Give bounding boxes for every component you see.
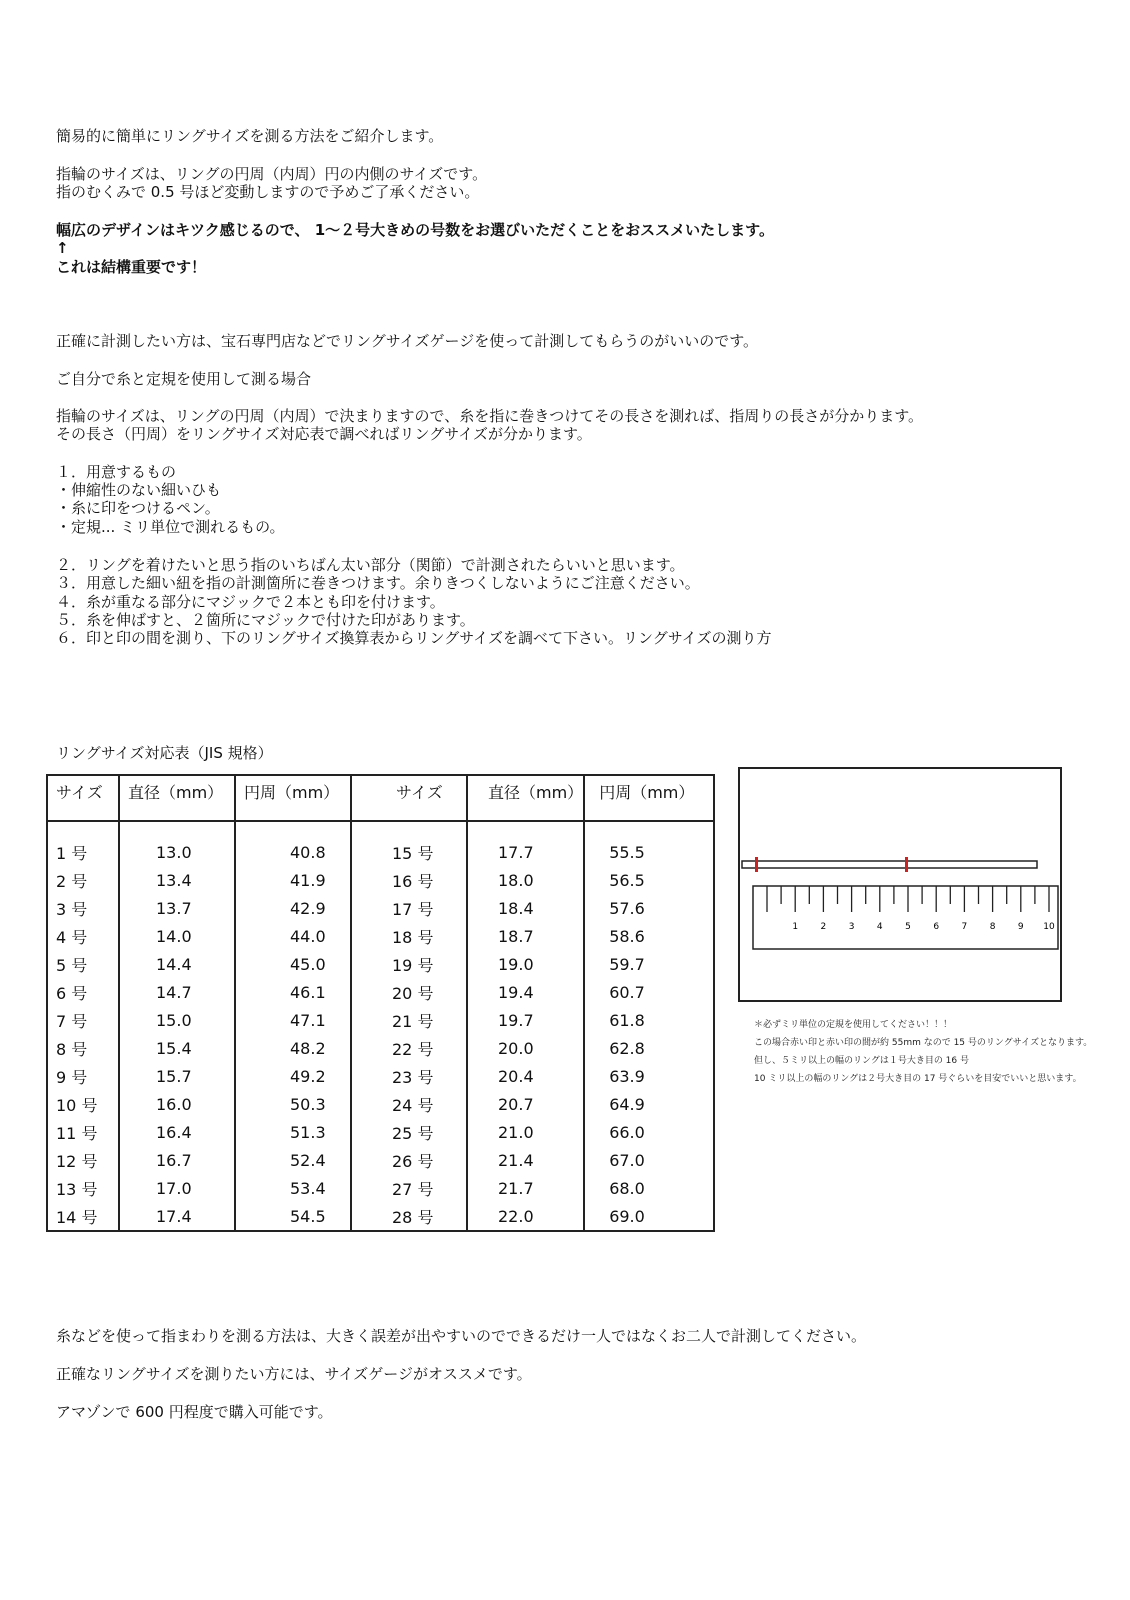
cell-size: 15 号	[351, 821, 467, 866]
cell-diameter: 18.7	[467, 922, 584, 950]
cell-diameter: 20.0	[467, 1034, 584, 1062]
cell-diameter: 17.4	[119, 1202, 235, 1231]
cell-circumference: 54.5	[235, 1202, 351, 1231]
table-caption: リングサイズ対応表（JIS 規格）	[56, 744, 273, 762]
cell-size: 17 号	[351, 894, 467, 922]
cell-diameter: 20.4	[467, 1062, 584, 1090]
ruler-label: 2	[820, 922, 827, 932]
step-item: １．用意するもの	[56, 463, 177, 481]
ruler-label: 4	[876, 922, 883, 932]
cell-circumference: 61.8	[584, 1006, 714, 1034]
table-row	[47, 1062, 714, 1090]
header-diameter: 直径（mm）	[467, 775, 584, 821]
step-item: ・定規... ミリ単位で測れるもの。	[56, 518, 285, 536]
cell-size: 26 号	[351, 1146, 467, 1174]
step-item: ・糸に印をつけるペン。	[56, 499, 220, 517]
cell-size: 16 号	[351, 866, 467, 894]
footer-paragraph-1: 糸などを使って指まわりを測る方法は、大きく誤差が出やすいのでできるだけ一人ではなくお二人で計測してください。	[56, 1327, 867, 1345]
cell-diameter: 19.7	[467, 1006, 584, 1034]
table-row	[47, 1146, 714, 1174]
cell-diameter: 13.7	[119, 894, 235, 922]
cell-diameter: 19.0	[467, 950, 584, 978]
table-row	[47, 1202, 714, 1231]
cell-size: 14 号	[47, 1202, 119, 1231]
cell-size: 7 号	[47, 1006, 119, 1034]
cell-circumference: 68.0	[584, 1174, 714, 1202]
header-size: サイズ	[351, 775, 467, 821]
cell-circumference: 40.8	[235, 821, 351, 866]
cell-circumference: 50.3	[235, 1090, 351, 1118]
cell-diameter: 19.4	[467, 978, 584, 1006]
intro-paragraph-2: 指のむくみで 0.5 号ほど変動しますので予めご了承ください。	[56, 183, 480, 201]
table-row	[47, 978, 714, 1006]
header-circumference: 円周（mm）	[584, 775, 714, 821]
thread-mark-red	[905, 857, 908, 872]
cell-circumference: 59.7	[584, 950, 714, 978]
cell-circumference: 51.3	[235, 1118, 351, 1146]
cell-diameter: 13.4	[119, 866, 235, 894]
footer-paragraph-2: 正確なリングサイズを測りたい方には、サイズゲージがオススメです。	[56, 1365, 532, 1383]
cell-size: 28 号	[351, 1202, 467, 1231]
footer-paragraph-3: アマゾンで 600 円程度で購入可能です。	[56, 1403, 333, 1421]
cell-size: 9 号	[47, 1062, 119, 1090]
ruler-body	[753, 886, 1058, 949]
thread-string	[742, 861, 1037, 868]
table-row	[47, 1034, 714, 1062]
method-paragraph-2: ご自分で糸と定規を使用して測る場合	[56, 370, 312, 388]
cell-size: 12 号	[47, 1146, 119, 1174]
ruler-label: 5	[905, 922, 911, 932]
table-row	[47, 821, 714, 866]
cell-circumference: 62.8	[584, 1034, 714, 1062]
cell-circumference: 47.1	[235, 1006, 351, 1034]
cell-circumference: 55.5	[584, 821, 714, 866]
cell-circumference: 52.4	[235, 1146, 351, 1174]
cell-diameter: 13.0	[119, 821, 235, 866]
cell-size: 10 号	[47, 1090, 119, 1118]
cell-circumference: 41.9	[235, 866, 351, 894]
step-item: ３．用意した細い紐を指の計測箇所に巻きつけます。余りきつくしないようにご注意ください。	[56, 574, 700, 592]
cell-diameter: 22.0	[467, 1202, 584, 1231]
header-circumference: 円周（mm）	[235, 775, 351, 821]
intro-heading: 簡易的に簡単にリングサイズを測る方法をご紹介します。	[56, 127, 444, 145]
table-row	[47, 922, 714, 950]
intro-bold-note: 幅広のデザインはキツク感じるので、 1～２号大きめの号数をお選びいただくことをおススメいたします。	[56, 221, 774, 239]
cell-circumference: 69.0	[584, 1202, 714, 1231]
method-paragraph-4: その長さ（円周）をリングサイズ対応表で調べればリングサイズが分かります。	[56, 425, 592, 443]
table-row	[47, 950, 714, 978]
method-paragraph-3: 指輪のサイズは、リングの円周（内周）で決まりますので、糸を指に巻きつけてその長さを測れば、指周りの長さが分かります。	[56, 407, 924, 425]
cell-circumference: 42.9	[235, 894, 351, 922]
cell-diameter: 20.7	[467, 1090, 584, 1118]
ruler-note: 10 ミリ以上の幅のリングは２号大き目の 17 号ぐらいを目安でいいと思います。	[754, 1074, 1082, 1084]
cell-size: 21 号	[351, 1006, 467, 1034]
ruler-note: ＊必ずミリ単位の定規を使用してください！！！	[754, 1020, 953, 1030]
table-row	[47, 866, 714, 894]
ruler-label: 7	[961, 922, 968, 932]
cell-size: 6 号	[47, 978, 119, 1006]
cell-circumference: 57.6	[584, 894, 714, 922]
cell-size: 27 号	[351, 1174, 467, 1202]
cell-diameter: 16.4	[119, 1118, 235, 1146]
cell-circumference: 46.1	[235, 978, 351, 1006]
cell-diameter: 16.7	[119, 1146, 235, 1174]
table-row	[47, 1174, 714, 1202]
cell-diameter: 17.0	[119, 1174, 235, 1202]
cell-size: 3 号	[47, 894, 119, 922]
cell-circumference: 63.9	[584, 1062, 714, 1090]
cell-diameter: 18.0	[467, 866, 584, 894]
ruler-label: 8	[989, 922, 996, 932]
ruler-note: この場合赤い印と赤い印の間が約 55mm なので 15 号のリングサイズとなります。	[754, 1038, 1093, 1048]
ruler-note: 但し、５ミリ以上の幅のリングは１号大き目の 16 号	[754, 1056, 969, 1066]
step-item: ４．糸が重なる部分にマジックで２本とも印を付けます。	[56, 593, 445, 611]
table-row	[47, 1006, 714, 1034]
ruler-label: 9	[1017, 922, 1024, 932]
cell-circumference: 53.4	[235, 1174, 351, 1202]
thread-mark-red	[755, 857, 758, 872]
cell-circumference: 48.2	[235, 1034, 351, 1062]
ring-size-table	[46, 774, 715, 1232]
cell-size: 18 号	[351, 922, 467, 950]
intro-bold-emphasis: これは結構重要です！	[56, 258, 207, 276]
step-item: ６．印と印の間を測り、下のリングサイズ換算表からリングサイズを調べて下さい。リングサイズの測り方	[56, 629, 772, 647]
cell-size: 25 号	[351, 1118, 467, 1146]
cell-circumference: 44.0	[235, 922, 351, 950]
table-header-row	[47, 775, 714, 821]
ruler-illustration	[738, 767, 1062, 1002]
table-row	[47, 894, 714, 922]
cell-size: 8 号	[47, 1034, 119, 1062]
cell-diameter: 21.7	[467, 1174, 584, 1202]
cell-size: 23 号	[351, 1062, 467, 1090]
cell-circumference: 64.9	[584, 1090, 714, 1118]
cell-size: 11 号	[47, 1118, 119, 1146]
cell-diameter: 14.0	[119, 922, 235, 950]
header-diameter: 直径（mm）	[119, 775, 235, 821]
cell-diameter: 21.4	[467, 1146, 584, 1174]
cell-size: 19 号	[351, 950, 467, 978]
cell-diameter: 15.0	[119, 1006, 235, 1034]
cell-circumference: 58.6	[584, 922, 714, 950]
ruler-label: 10	[1043, 922, 1055, 932]
cell-circumference: 56.5	[584, 866, 714, 894]
cell-diameter: 18.4	[467, 894, 584, 922]
method-paragraph-1: 正確に計測したい方は、宝石専門店などでリングサイズゲージを使って計測してもらうのがいいのです。	[56, 332, 759, 350]
cell-diameter: 15.7	[119, 1062, 235, 1090]
table-row	[47, 1118, 714, 1146]
cell-size: 4 号	[47, 922, 119, 950]
cell-circumference: 49.2	[235, 1062, 351, 1090]
cell-circumference: 45.0	[235, 950, 351, 978]
cell-size: 20 号	[351, 978, 467, 1006]
ruler-label: 3	[848, 922, 855, 932]
ruler-label: 1	[792, 922, 799, 932]
cell-size: 24 号	[351, 1090, 467, 1118]
step-item: ５．糸を伸ばすと、２箇所にマジックで付けた印があります。	[56, 611, 475, 629]
header-size: サイズ	[47, 775, 119, 821]
cell-size: 13 号	[47, 1174, 119, 1202]
step-item: ・伸縮性のない細いひも	[56, 481, 222, 499]
ruler-drawing	[740, 769, 1060, 1000]
intro-paragraph-1: 指輪のサイズは、リングの円周（内周）円の内側のサイズです。	[56, 165, 488, 183]
cell-diameter: 14.4	[119, 950, 235, 978]
cell-circumference: 67.0	[584, 1146, 714, 1174]
cell-diameter: 15.4	[119, 1034, 235, 1062]
cell-diameter: 21.0	[467, 1118, 584, 1146]
cell-diameter: 17.7	[467, 821, 584, 866]
cell-diameter: 14.7	[119, 978, 235, 1006]
cell-size: 2 号	[47, 866, 119, 894]
cell-size: 5 号	[47, 950, 119, 978]
cell-size: 22 号	[351, 1034, 467, 1062]
cell-diameter: 16.0	[119, 1090, 235, 1118]
cell-circumference: 60.7	[584, 978, 714, 1006]
cell-size: 1 号	[47, 821, 119, 866]
arrow-up-icon: ↑	[56, 239, 69, 257]
cell-circumference: 66.0	[584, 1118, 714, 1146]
step-item: ２．リングを着けたいと思う指のいちばん太い部分（関節）で計測されたらいいと思います。	[56, 556, 685, 574]
ruler-label: 6	[933, 922, 940, 932]
table-row	[47, 1090, 714, 1118]
